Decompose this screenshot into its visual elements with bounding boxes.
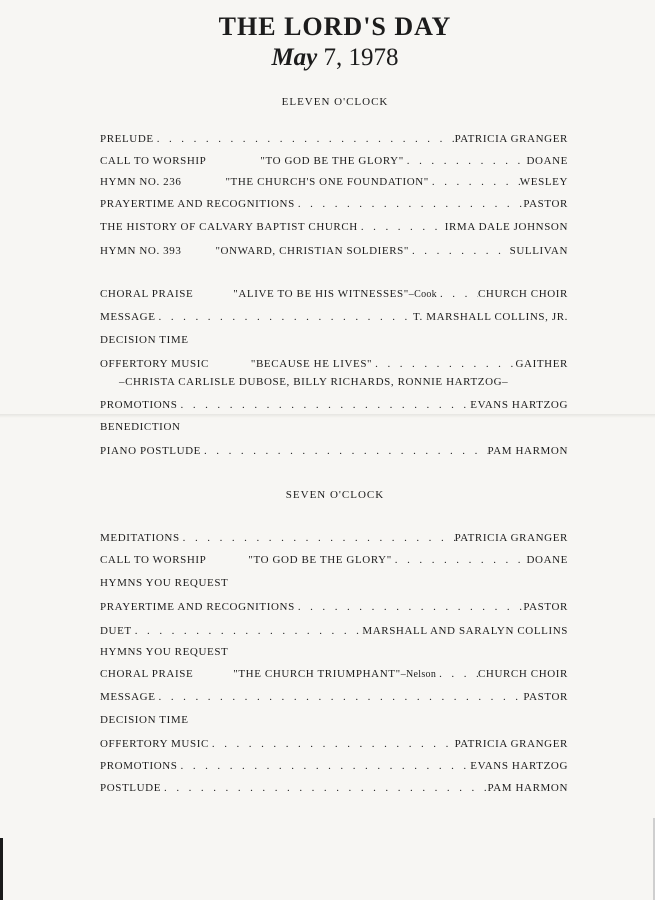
dot-leader <box>201 445 488 457</box>
order-item <box>100 198 568 214</box>
item-leader: EVANS HARTZOG <box>470 760 568 772</box>
order-item <box>100 760 568 776</box>
order-item <box>100 532 568 548</box>
item-label: HYMNS YOU REQUEST <box>100 646 229 658</box>
dot-leader <box>437 288 478 300</box>
item-title: "THE CHURCH'S ONE FOUNDATION" <box>225 176 429 188</box>
item-title: "ALIVE TO BE HIS WITNESSES" <box>233 288 409 300</box>
order-item <box>100 782 568 798</box>
dot-leader <box>392 554 527 566</box>
order-item <box>100 311 568 327</box>
item-label: DUET <box>100 625 132 637</box>
order-item <box>100 288 568 304</box>
order-item <box>100 625 568 641</box>
dot-leader <box>372 358 515 370</box>
scan-edge-left <box>0 838 3 900</box>
item-leader: DOANE <box>526 155 568 167</box>
item-label: THE HISTORY OF CALVARY BAPTIST CHURCH <box>100 221 358 233</box>
item-leader: PASTOR <box>523 691 568 703</box>
item-leader: EVANS HARTZOG <box>470 399 568 411</box>
item-leader: CHURCH CHOIR <box>477 668 568 680</box>
dot-leader <box>178 399 471 411</box>
service-date <box>0 44 655 72</box>
order-item <box>100 421 568 437</box>
item-leader: PATRICIA GRANGER <box>454 133 568 145</box>
dot-leader <box>180 532 455 544</box>
item-leader: IRMA DALE JOHNSON <box>444 221 568 233</box>
order-item <box>100 554 568 570</box>
dot-leader <box>436 668 478 680</box>
item-leader: PATRICIA GRANGER <box>454 532 568 544</box>
item-leader: DOANE <box>526 554 568 566</box>
order-item <box>100 358 568 374</box>
item-label: PIANO POSTLUDE <box>100 445 201 457</box>
order-item <box>100 738 568 754</box>
item-leader: T. MARSHALL COLLINS, JR. <box>413 311 568 323</box>
item-leader: PAM HARMON <box>487 782 568 794</box>
order-item <box>100 399 568 415</box>
item-title: "TO GOD BE THE GLORY" <box>260 155 404 167</box>
dot-leader <box>156 691 524 703</box>
item-label: DECISION TIME <box>100 714 189 726</box>
item-label: MESSAGE <box>100 311 156 323</box>
item-leader: SULLIVAN <box>509 245 568 257</box>
date-month: May <box>271 44 318 71</box>
dot-leader <box>295 198 524 210</box>
dot-leader <box>409 245 510 257</box>
item-leader: GAITHER <box>515 358 568 370</box>
item-leader: PASTOR <box>523 601 568 613</box>
item-leader: MARSHALL AND SARALYN COLLINS <box>362 625 568 637</box>
dot-leader <box>358 221 445 233</box>
item-label: CHORAL PRAISE <box>100 288 194 300</box>
item-leader: PASTOR <box>523 198 568 210</box>
order-item <box>100 646 568 662</box>
item-title: "TO GOD BE THE GLORY" <box>248 554 392 566</box>
item-composer: –Cook <box>408 289 437 300</box>
item-label: OFFERTORY MUSIC <box>100 738 209 750</box>
order-item <box>100 445 568 461</box>
order-item <box>100 155 568 171</box>
order-item <box>100 691 568 707</box>
item-title: "THE CHURCH TRIUMPHANT" <box>233 668 401 680</box>
offertory-performers: –CHRISTA CARLISLE DUBOSE, BILLY RICHARDS, RONNIE HARTZOG– <box>119 376 509 388</box>
item-label: CALL TO WORSHIP <box>100 155 207 167</box>
dot-leader <box>154 133 455 145</box>
order-item <box>100 577 568 593</box>
item-label: MESSAGE <box>100 691 156 703</box>
item-label: CALL TO WORSHIP <box>100 554 207 566</box>
item-label: DECISION TIME <box>100 334 189 346</box>
item-title: "BECAUSE HE LIVES" <box>250 358 373 370</box>
item-label: MEDITATIONS <box>100 532 180 544</box>
morning-service-heading: ELEVEN O'CLOCK <box>281 96 389 108</box>
item-label: OFFERTORY MUSIC <box>100 358 209 370</box>
date-day-year: 7, 1978 <box>317 44 399 71</box>
dot-leader <box>209 738 455 750</box>
order-item <box>100 176 568 192</box>
order-item <box>100 221 568 237</box>
dot-leader <box>404 155 527 167</box>
dot-leader <box>132 625 363 637</box>
item-label: POSTLUDE <box>100 782 162 794</box>
item-label: BENEDICTION <box>100 421 181 433</box>
item-leader: PAM HARMON <box>487 445 568 457</box>
item-leader: PATRICIA GRANGER <box>454 738 568 750</box>
item-label: CHORAL PRAISE <box>100 668 194 680</box>
item-title: "ONWARD, CHRISTIAN SOLDIERS" <box>215 245 409 257</box>
order-item <box>100 668 568 684</box>
item-label: PROMOTIONS <box>100 760 178 772</box>
order-item <box>100 714 568 730</box>
dot-leader <box>156 311 413 323</box>
item-label: PRELUDE <box>100 133 154 145</box>
item-label: HYMN NO. 393 <box>100 245 182 257</box>
item-leader: WESLEY <box>519 176 568 188</box>
evening-service-heading: SEVEN O'CLOCK <box>285 489 385 501</box>
order-item <box>100 245 568 261</box>
order-item <box>100 334 568 350</box>
order-item <box>100 133 568 149</box>
dot-leader <box>161 782 487 794</box>
bulletin-title: THE LORD'S DAY <box>218 12 452 41</box>
dot-leader <box>429 176 520 188</box>
order-item <box>100 601 568 617</box>
dot-leader <box>178 760 471 772</box>
item-label: HYMN NO. 236 <box>100 176 182 188</box>
item-label: HYMNS YOU REQUEST <box>100 577 229 589</box>
item-label: PRAYERTIME AND RECOGNITIONS <box>100 601 295 613</box>
item-label: PROMOTIONS <box>100 399 178 411</box>
item-composer: –Nelson <box>400 669 437 680</box>
item-label: PRAYERTIME AND RECOGNITIONS <box>100 198 295 210</box>
item-leader: CHURCH CHOIR <box>477 288 568 300</box>
dot-leader <box>295 601 524 613</box>
